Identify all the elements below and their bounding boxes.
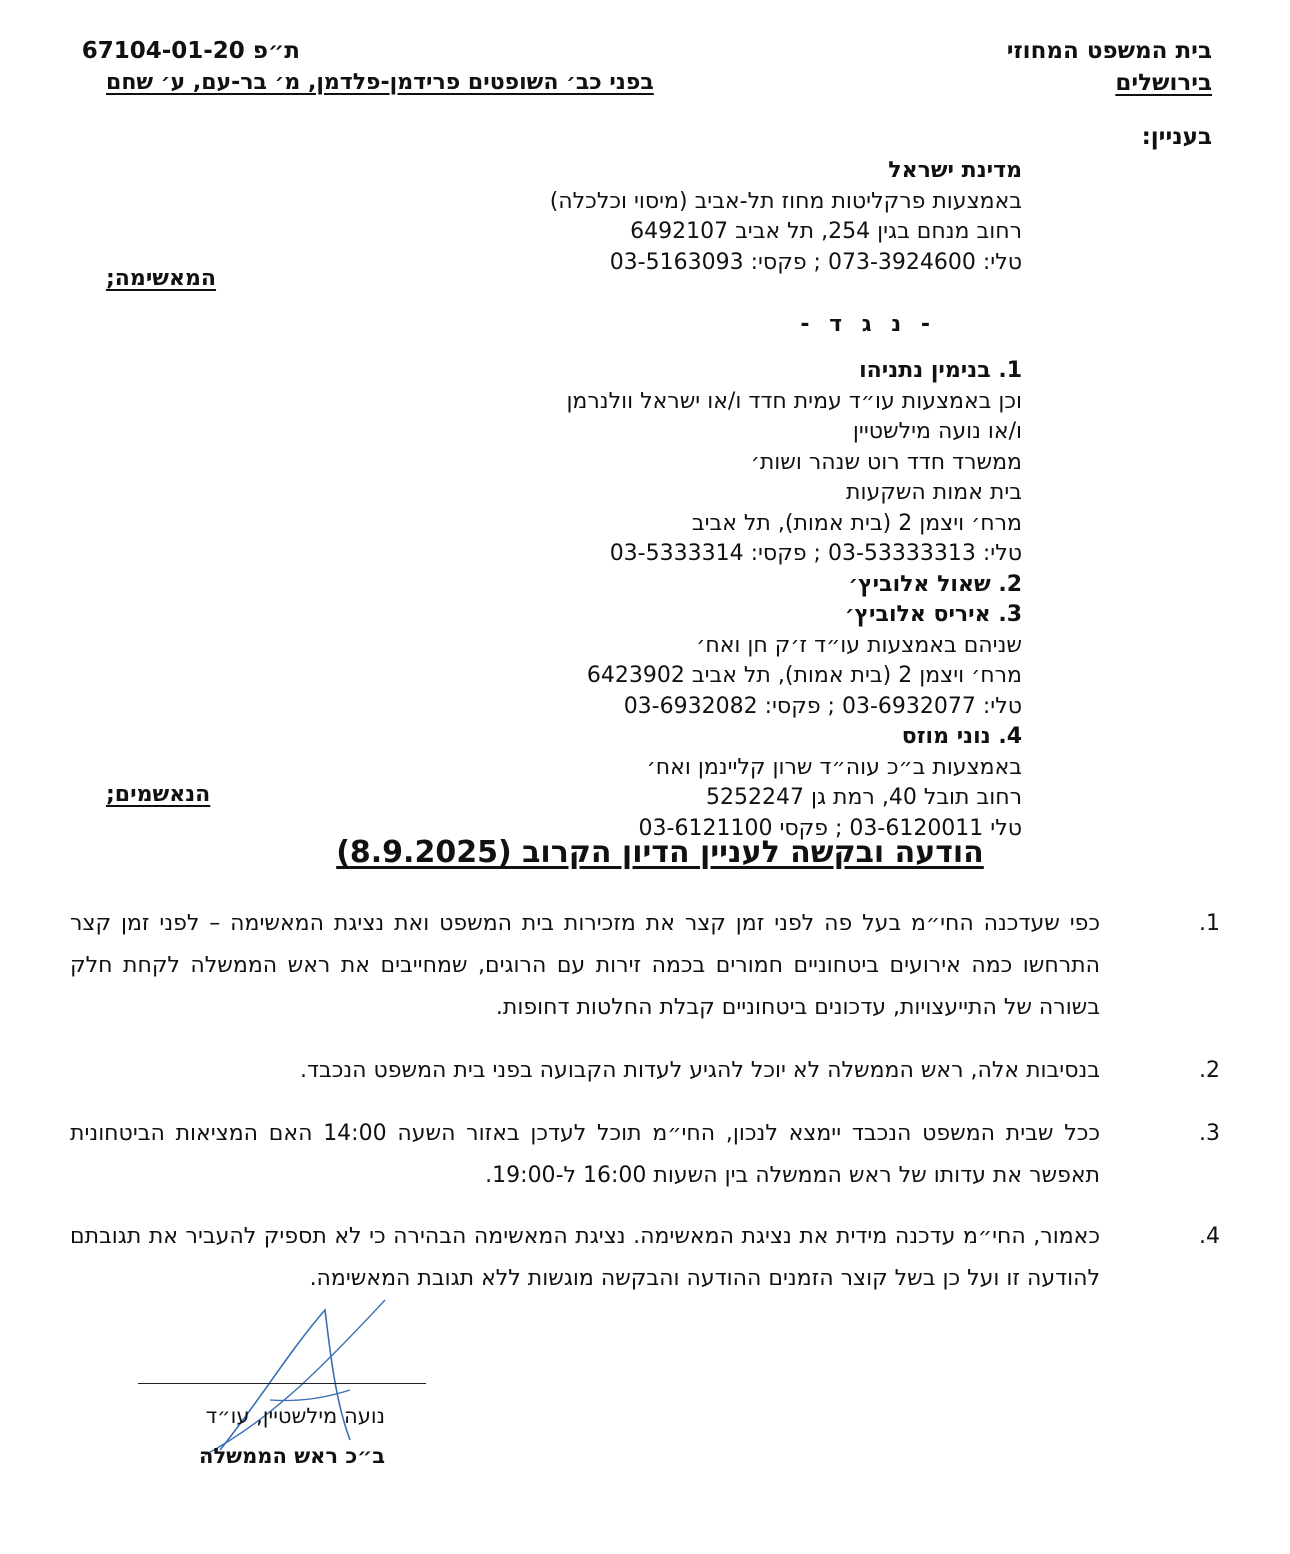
paragraph-number: 4. (1199, 1224, 1220, 1249)
defendant-23-line: שניהם באמצעות עו״ד ז׳ק חן ואח׳ (696, 632, 1022, 658)
defendant-2-name: 2. שאול אלוביץ׳ (848, 571, 1022, 597)
paragraph-text: בנסיבות אלה, ראש הממשלה לא יוכל להגיע לעדות הקבועה בפני בית המשפט הנכבד. (299, 1058, 1100, 1083)
versus-label: - נ ג ד - (800, 312, 936, 337)
prosecution-side-label: המאשימה; (106, 266, 217, 291)
prosecution-line: טלי: 073-3924600 ; פקסי: 03-5163093 (609, 249, 1022, 275)
defendant-1-line: ו/או נועה מילשטיין (852, 419, 1022, 444)
defendant-1-line: מרח׳ ויצמן 2 (בית אמות), תל אביב (691, 510, 1022, 536)
paragraph (70, 1050, 1220, 1092)
court-city: בירושלים (1115, 70, 1212, 96)
defendant-23-line: מרח׳ ויצמן 2 (בית אמות), תל אביב 6423902 (586, 663, 1022, 688)
paragraph-text: כפי שעדכנה החי״מ בעל פה לפני זמן קצר את מזכירות בית המשפט ואת נציגת המאשימה – לפני זמן קצר התרחשו כמה אירועים ביטחוניים חמורים בכמה זירות עם הרוגים, שמחייבים את ראש הממשלה לקחת חלק בשורה של התייעצויות, עדכונים ביטחוניים קבלת החלטות דחופות. (70, 911, 1100, 1020)
paragraph (70, 1113, 1220, 1197)
handwritten-signature (150, 1290, 410, 1460)
defendant-4-line: באמצעות ב״כ עוה״ד שרון קליינמן ואח׳ (646, 754, 1022, 780)
signature-line (138, 1383, 426, 1384)
document-title: הודעה ובקשה לעניין הדיון הקרוב (8.9.2025) (336, 835, 984, 870)
defendant-3-name: 3. איריס אלוביץ׳ (844, 602, 1022, 627)
prosecution-block (550, 156, 1022, 278)
court-name: בית המשפט המחוזי (1006, 38, 1212, 64)
prosecution-name: מדינת ישראל (888, 158, 1022, 183)
paragraph (70, 1216, 1220, 1300)
paragraph-number: 3. (1199, 1121, 1220, 1146)
paragraph-number: 1. (1199, 911, 1220, 936)
defendant-4-line: רחוב תובל 40, רמת גן 5252247 (705, 785, 1022, 810)
defendant-4-line: טלי 03-6120011 ; פקסי 03-6121100 (638, 815, 1022, 841)
signatory-name: נועה מילשטיין, עו״ד (205, 1404, 385, 1428)
paragraph-text: כאמור, החי״מ עדכנה מידית את נציגת המאשימה. נציגת המאשימה הבהירה כי לא תספיק להעביר את תגובתם להודעה זו ועל כן בשל קוצר הזמנים ההודעה והבקשה מוגשות ללא תגובת המאשימה. (70, 1224, 1100, 1291)
defendant-1-line: ממשרד חדד רוט שנהר ושות׳ (750, 449, 1022, 475)
defendants-block (566, 356, 1022, 844)
defendant-23-line: טלי: 03-6932077 ; פקסי: 03-6932082 (623, 693, 1022, 719)
paragraph-number: 2. (1199, 1058, 1220, 1083)
regarding-label: בעניין: (1141, 124, 1212, 150)
defendants-side-label: הנאשמים; (106, 782, 211, 807)
prosecution-line: רחוב מנחם בגין 254, תל אביב 6492107 (630, 219, 1022, 244)
paragraph (70, 903, 1220, 1029)
signatory-role: ב״כ ראש הממשלה (199, 1444, 385, 1468)
defendant-1-line: וכן באמצעות עו״ד עמית חדד ו/או ישראל וולנרמן (566, 388, 1022, 414)
prosecution-line: באמצעות פרקליטות מחוז תל-אביב (מיסוי וכלכלה) (549, 188, 1022, 214)
defendant-1-line: טלי: 03-53333313 ; פקסי: 03-5333314 (609, 541, 1022, 566)
paragraph-text: ככל שבית המשפט הנכבד יימצא לנכון, החי״מ תוכל לעדכן באזור השעה 14:00 האם המציאות הביטחונית תאפשר את עדותו של ראש הממשלה בין השעות 16:00 ל-19:00. (70, 1121, 1100, 1188)
defendant-4-name: 4. נוני מוזס (901, 724, 1022, 749)
defendant-1-line: בית אמות השקעות (846, 480, 1022, 505)
case-number: ת״פ 67104-01-20 (81, 38, 300, 64)
judges-panel: בפני כב׳ השופטים פרידמן-פלדמן, מ׳ בר-עם, ע׳ שחם (106, 70, 654, 95)
defendant-1-name: 1. בנימין נתניהו (859, 358, 1022, 383)
